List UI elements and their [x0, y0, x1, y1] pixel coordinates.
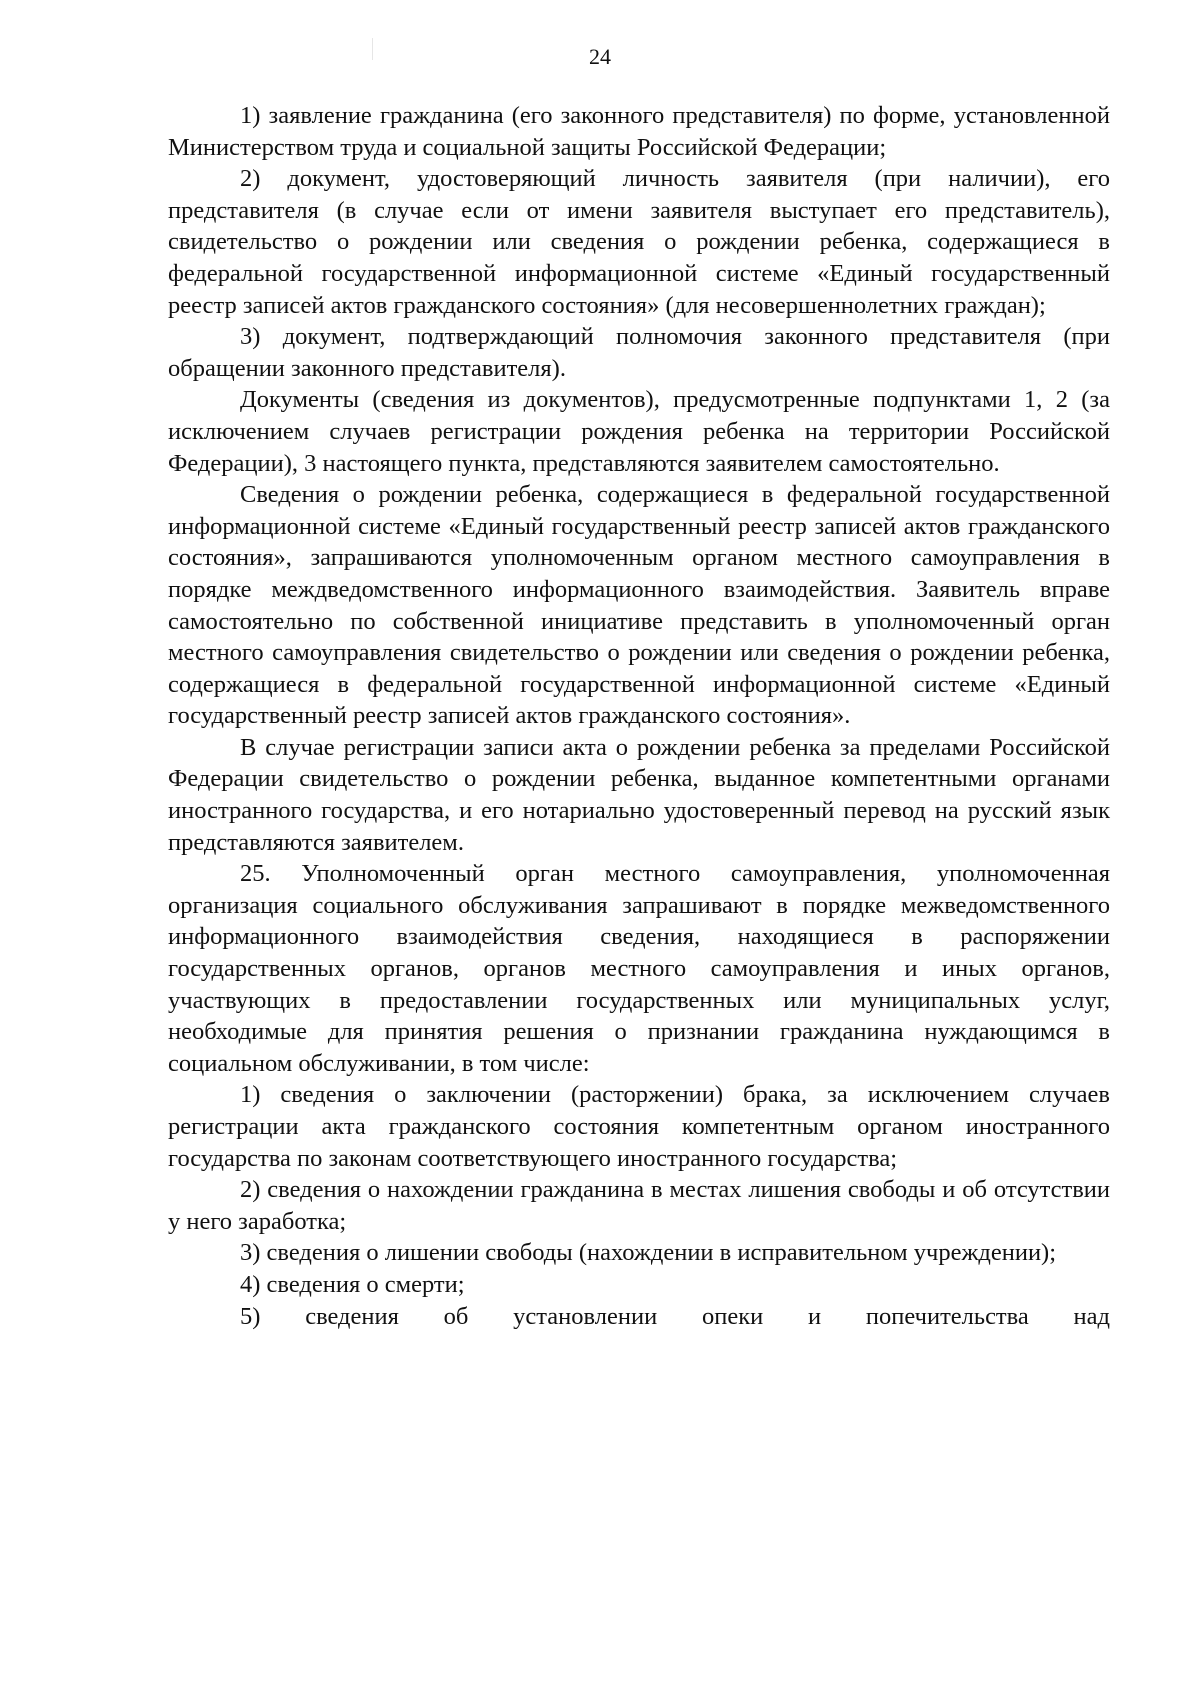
paragraph-clause-25: 25. Уполномоченный орган местного самоуправления, уполномоченная организация социального обслуживания запрашивают в порядке межведомственного информационного взаимодействия сведения, находящиеся в распоряжении государственных органов, органов местного самоуправления и иных органов, участвующих в предоставлении государственных или муниципальных услуг, необходимые для принятия решения о признании гражданина нуждающимся в социальном обслуживании, в том числе:: [168, 860, 1110, 1077]
paragraph-item-2-identity-document: 2) документ, удостоверяющий личность заявителя (при наличии), его представителя (в случае если от имени заявителя выступает его представитель), свидетельство о рождении или сведения о рождении ребенка, содержащиеся в федеральной государственной информационной системе «Единый государственный реестр записей актов гражданского состояния» (для несовершеннолетних граждан);: [168, 165, 1110, 319]
paragraph-birth-information: Сведения о рождении ребенка, содержащиеся в федеральной государственной информационной системе «Единый государственный реестр записей актов гражданского состояния», запрашиваются уполномоченным органом местного самоуправления в порядке междведомственного информационного взаимодействия. Заявитель вправе самостоятельно по собственной инициативе представить в уполномоченный орган местного самоуправления свидетельство о рождении или сведения о рождении ребенка, содержащиеся в федеральной государственной информационной системе «Единый государственный реестр записей актов гражданского состояния».: [168, 481, 1110, 730]
paragraph-subitem-3-deprivation: 3) сведения о лишении свободы (нахождении в исправительном учреждении);: [240, 1239, 1057, 1267]
document-body: [168, 100, 1110, 1332]
page-number: 24: [589, 44, 611, 69]
paragraph-item-1-application: 1) заявление гражданина (его законного представителя) по форме, установленной Министерством труда и социальной защиты Российской Федерации;: [168, 102, 1110, 161]
paragraph-subitem-2-detention: 2) сведения о нахождении гражданина в местах лишения свободы и об отсутствии у него заработка;: [168, 1176, 1110, 1235]
paragraph-subitem-5-guardianship: 5) сведения об установлении опеки и попечительства над: [240, 1302, 1110, 1330]
paragraph-documents-submitted: Документы (сведения из документов), предусмотренные подпунктами 1, 2 (за исключением случаев регистрации рождения ребенка на территории Российской Федерации), 3 настоящего пункта, представляются заявителем самостоятельно.: [168, 386, 1110, 477]
paragraph-foreign-registration: В случае регистрации записи акта о рождении ребенка за пределами Российской Федерации свидетельство о рождении ребенка, выданное компетентными органами иностранного государства, и его нотариально удостоверенный перевод на русский язык представляются заявителем.: [168, 733, 1110, 856]
paragraph-subitem-4-death: 4) сведения о смерти;: [240, 1270, 465, 1298]
paragraph-subitem-1-marriage: 1) сведения о заключении (расторжении) брака, за исключением случаев регистрации акта гражданского состояния компетентным органом иностранного государства по законам соответствующего иностранного государства;: [168, 1081, 1110, 1172]
paragraph-item-3-authority-document: 3) документ, подтверждающий полномочия законного представителя (при обращении законного представителя).: [168, 323, 1110, 382]
